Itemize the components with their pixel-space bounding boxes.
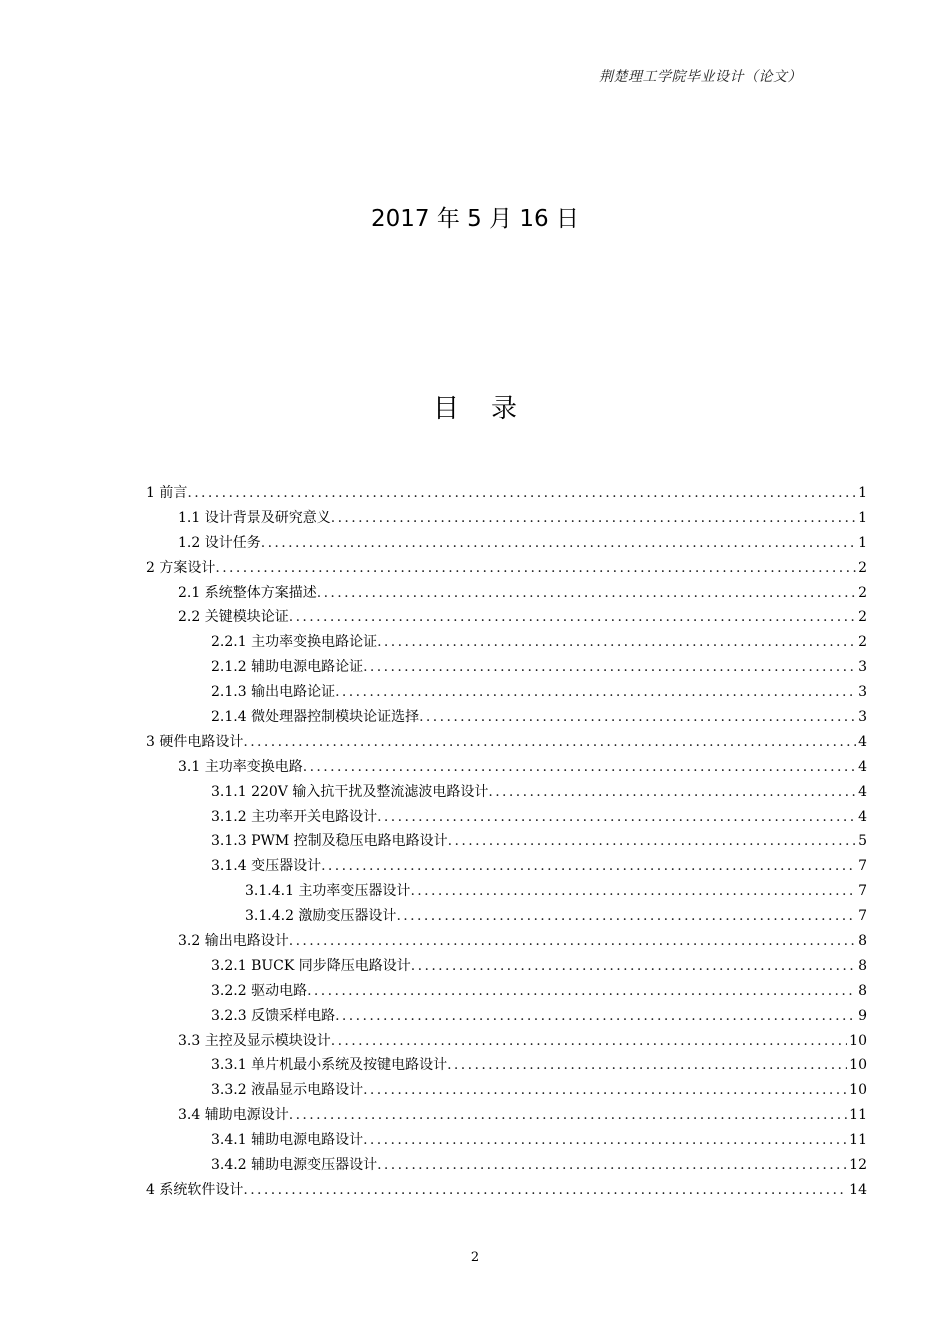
toc-entry[interactable]	[146, 556, 867, 581]
toc-entry-label: 1.1 设计背景及研究意义	[178, 509, 331, 526]
toc-entry-label: 2.2.1 主功率变换电路论证	[211, 634, 378, 651]
toc-leader-dots	[377, 805, 856, 830]
toc-entry[interactable]	[146, 531, 867, 556]
toc-entry-page: 11	[849, 1107, 867, 1124]
toc-entry[interactable]	[146, 1178, 867, 1203]
toc-entry[interactable]	[146, 979, 867, 1004]
toc-entry-label: 4 系统软件设计	[146, 1181, 244, 1198]
toc-leader-dots	[243, 730, 856, 755]
toc-entry-page: 10	[849, 1057, 867, 1074]
toc-title-char-1: 目	[432, 394, 459, 424]
toc-entry-page: 1	[858, 509, 867, 526]
toc-leader-dots	[331, 1029, 847, 1054]
toc-entry-label: 3.1.1 220V 输入抗干扰及整流滤波电路设计	[211, 783, 489, 800]
toc-leader-dots	[410, 879, 856, 904]
toc-entry-page: 14	[849, 1181, 867, 1198]
toc-entry-page: 7	[858, 883, 867, 900]
toc-leader-dots	[187, 481, 856, 506]
toc-entry-page: 8	[858, 957, 867, 974]
toc-entry-label: 1.2 设计任务	[178, 534, 261, 551]
toc-leader-dots	[243, 1178, 847, 1203]
toc-entry[interactable]	[146, 954, 867, 979]
toc-entry-label: 3.4 辅助电源设计	[178, 1107, 289, 1124]
toc-entry-page: 8	[858, 933, 867, 950]
toc-leader-dots	[335, 1004, 856, 1029]
toc-entry-label: 2.1.2 辅助电源电路论证	[211, 659, 364, 676]
toc-entry-page: 4	[858, 758, 867, 775]
toc-entry-page: 10	[849, 1082, 867, 1099]
toc-entry-label: 3.3.1 单片机最小系统及按键电路设计	[211, 1057, 448, 1074]
toc-leader-dots	[321, 854, 856, 879]
toc-entry-label: 3.4.2 辅助电源变压器设计	[211, 1157, 378, 1174]
toc-leader-dots	[335, 680, 856, 705]
toc-entry-page: 12	[849, 1157, 867, 1174]
toc-leader-dots	[448, 829, 856, 854]
toc-entry[interactable]	[146, 879, 867, 904]
toc-entry[interactable]	[146, 1029, 867, 1054]
toc-entry[interactable]	[146, 780, 867, 805]
toc-entry-page: 8	[858, 982, 867, 999]
toc-leader-dots	[447, 1053, 847, 1078]
toc-entry[interactable]	[146, 705, 867, 730]
toc-entry-label: 3.2 输出电路设计	[178, 933, 289, 950]
toc-entry-page: 1	[858, 484, 867, 501]
toc-entry[interactable]	[146, 605, 867, 630]
toc-leader-dots	[411, 954, 856, 979]
toc-entry[interactable]	[146, 655, 867, 680]
toc-leader-dots	[377, 630, 856, 655]
toc-entry[interactable]	[146, 854, 867, 879]
running-header: 荆楚理工学院毕业设计（论文）	[599, 69, 802, 85]
toc-entry-label: 3.2.1 BUCK 同步降压电路设计	[211, 957, 411, 974]
toc-entry-label: 3.2.2 驱动电路	[211, 982, 308, 999]
toc-leader-dots	[396, 904, 856, 929]
toc-entry[interactable]	[146, 829, 867, 854]
toc-entry-label: 3.1.2 主功率开关电路设计	[211, 808, 378, 825]
table-of-contents	[146, 481, 867, 1203]
toc-entry-page: 5	[858, 833, 867, 850]
toc-leader-dots	[488, 780, 856, 805]
toc-entry-page: 7	[858, 908, 867, 925]
toc-entry-page: 11	[849, 1132, 867, 1149]
toc-entry-page: 1	[858, 534, 867, 551]
toc-entry-label: 3.1.4.1 主功率变压器设计	[245, 883, 411, 900]
toc-entry-label: 3.3 主控及显示模块设计	[178, 1032, 331, 1049]
toc-entry-page: 9	[858, 1007, 867, 1024]
toc-entry-label: 3 硬件电路设计	[146, 733, 244, 750]
toc-entry-page: 2	[858, 634, 867, 651]
toc-leader-dots	[215, 556, 856, 581]
toc-entry-page: 3	[858, 709, 867, 725]
toc-leader-dots	[363, 1128, 847, 1153]
toc-entry-page: 2	[858, 584, 867, 601]
page-number: 2	[470, 1250, 480, 1265]
toc-entry-page: 2	[858, 559, 867, 576]
toc-entry[interactable]	[146, 805, 867, 830]
toc-entry-label: 2.1 系统整体方案描述	[178, 584, 317, 601]
toc-leader-dots	[307, 979, 856, 1004]
toc-entry-label: 3.1.4 变压器设计	[211, 858, 322, 875]
toc-entry-label: 3.3.2 液晶显示电路设计	[211, 1082, 364, 1099]
toc-entry-page: 3	[858, 684, 867, 701]
toc-entry[interactable]	[146, 630, 867, 655]
toc-leader-dots	[377, 1153, 847, 1178]
toc-entry[interactable]	[146, 1103, 867, 1128]
toc-entry-label: 3.1 主功率变换电路	[178, 758, 303, 775]
toc-entry-label: 1 前言	[146, 484, 188, 501]
toc-entry-label: 2 方案设计	[146, 559, 216, 576]
toc-entry[interactable]	[146, 904, 867, 929]
toc-entry[interactable]	[146, 506, 867, 531]
toc-entry-label: 2.2 关键模块论证	[178, 609, 289, 626]
toc-entry[interactable]	[146, 481, 867, 506]
toc-entry[interactable]	[146, 929, 867, 954]
toc-entry-page: 10	[849, 1032, 867, 1049]
toc-entry-label: 3.1.3 PWM 控制及稳压电路电路设计	[211, 833, 448, 850]
toc-leader-dots	[303, 755, 856, 780]
toc-leader-dots	[331, 506, 856, 531]
toc-leader-dots	[363, 1078, 847, 1103]
toc-entry-label: 3.1.4.2 激励变压器设计	[245, 908, 397, 925]
toc-entry[interactable]	[146, 680, 867, 705]
toc-entry-label: 2.1.3 输出电路论证	[211, 684, 336, 701]
toc-entry[interactable]	[146, 1128, 867, 1153]
toc-entry-page: 4	[858, 783, 867, 800]
toc-entry-label: 3.4.1 辅助电源电路设计	[211, 1132, 364, 1149]
toc-entry[interactable]	[146, 1153, 867, 1178]
toc-entry-page: 4	[858, 733, 867, 750]
toc-entry[interactable]	[146, 730, 867, 755]
toc-title	[0, 388, 950, 425]
toc-entry[interactable]	[146, 1053, 867, 1078]
date-line: 2017 年 5 月 16 日	[371, 206, 579, 232]
toc-entry[interactable]	[146, 1004, 867, 1029]
toc-entry-page: 4	[858, 808, 867, 825]
toc-title-char-2: 录	[491, 394, 518, 424]
toc-entry[interactable]	[146, 581, 867, 606]
toc-leader-dots	[363, 655, 856, 680]
toc-leader-dots	[317, 581, 856, 606]
toc-entry-page: 7	[858, 858, 867, 875]
toc-entry-label: 2.1.4 微处理器控制模块论证选择	[211, 709, 420, 725]
toc-entry-page: 2	[858, 609, 867, 626]
toc-entry[interactable]	[146, 1078, 867, 1103]
toc-entry[interactable]	[146, 755, 867, 780]
toc-leader-dots	[289, 1103, 847, 1128]
toc-entry-page: 3	[858, 659, 867, 676]
toc-leader-dots	[261, 531, 856, 556]
toc-leader-dots	[289, 929, 856, 954]
toc-leader-dots	[419, 705, 856, 730]
toc-leader-dots	[289, 605, 856, 630]
toc-entry-label: 3.2.3 反馈采样电路	[211, 1007, 336, 1024]
